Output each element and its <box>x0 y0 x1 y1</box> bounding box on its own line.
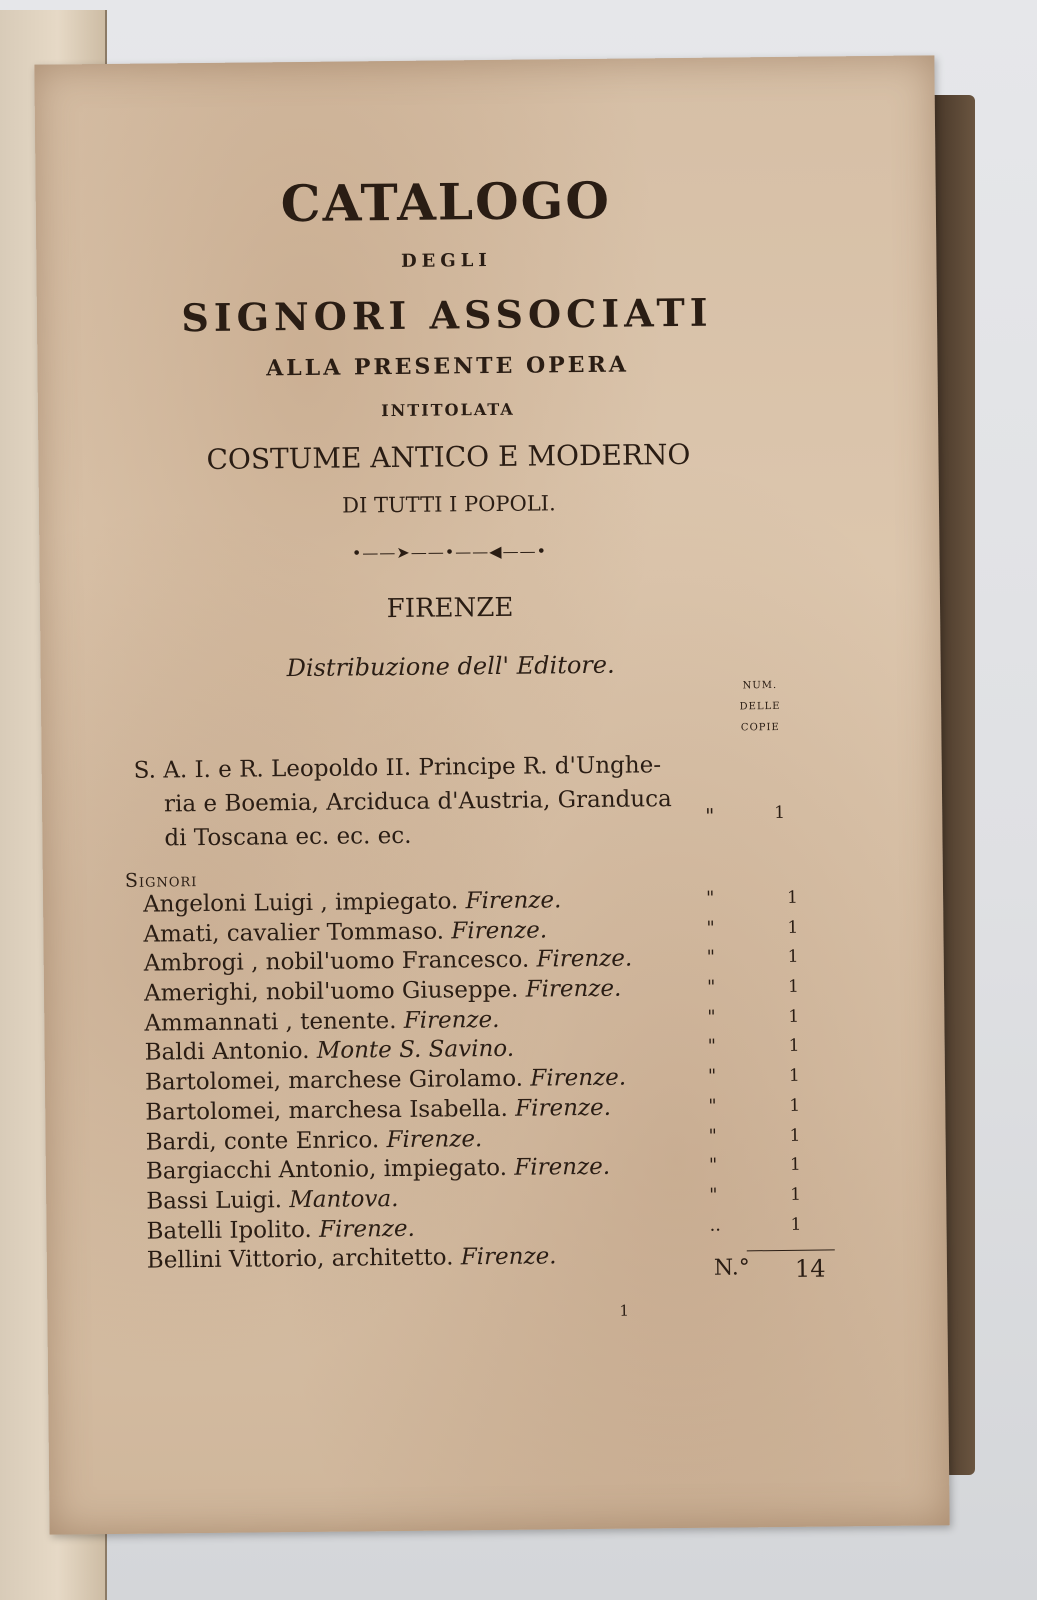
subscriber-city: Firenze. <box>460 1243 557 1271</box>
page-title: CATALOGO <box>280 170 612 234</box>
royal-entry-copies: 1 <box>774 802 786 824</box>
work-subtitle: DI TUTTI I POPOLI. <box>342 491 556 518</box>
subscriber-name: Ambrogi , nobil'uomo Francesco. <box>143 946 537 978</box>
subscriber-city: Firenze. <box>318 1215 415 1243</box>
subscriber-name: Bardi, conte Enrico. <box>145 1126 387 1156</box>
ditto-mark: " <box>705 887 715 909</box>
ditto-mark: " <box>706 947 716 969</box>
total-value: 14 <box>794 1254 826 1283</box>
copies-header-num: NUM. <box>742 680 778 692</box>
copies-column-header <box>736 675 785 738</box>
copies-header-copie: COPIE <box>740 721 780 734</box>
ditto-mark: " <box>708 1154 718 1176</box>
copies-count: 1 <box>789 1154 801 1176</box>
royal-entry-line-3: di Toscana ec. ec. ec. <box>164 822 412 852</box>
copies-count: 1 <box>789 1095 801 1116</box>
subscriber-city: Firenze. <box>536 945 633 973</box>
section-heading: FIRENZE <box>386 592 514 625</box>
subscriber-city: Firenze. <box>386 1125 483 1153</box>
title-line-degli: DEGLI <box>400 249 492 272</box>
copies-count: 1 <box>787 917 799 938</box>
subscriber-city: Firenze. <box>530 1064 627 1092</box>
ditto-mark: " <box>708 1125 717 1147</box>
ditto-mark: " <box>708 1095 717 1117</box>
ditto-mark: " <box>706 917 715 939</box>
subscriber-name: Baldi Antonio. <box>144 1038 317 1067</box>
subscriber-name: Amati, cavalier Tommaso. <box>143 918 452 948</box>
copies-count: 1 <box>788 1065 800 1087</box>
subscriber-list <box>143 882 847 1275</box>
subscribers-label: Signori <box>124 869 198 892</box>
title-line-intitolata: INTITOLATA <box>381 399 515 421</box>
ditto-mark: " <box>707 1036 717 1058</box>
copies-count: 1 <box>786 887 799 908</box>
copies-count: 1 <box>788 1036 800 1057</box>
ditto-mark: " <box>709 1184 718 1206</box>
subscriber-name: Bargiacchi Antonio, impiegato. <box>145 1154 515 1185</box>
subscriber-city: Firenze. <box>525 975 622 1003</box>
total-label: N.° <box>713 1255 750 1281</box>
subscriber-name: Ammannati , tenente. <box>144 1007 404 1037</box>
subscriber-city: Mantova. <box>289 1185 399 1214</box>
subscriber-city: Firenze. <box>465 887 562 915</box>
subscriber-city: Monte S. Savino. <box>316 1036 515 1065</box>
subscriber-city: Firenze. <box>403 1006 500 1034</box>
royal-entry-ditto: " <box>705 803 715 828</box>
copies-count: 1 <box>787 976 799 997</box>
ditto-mark: " <box>706 976 716 998</box>
page-number: 1 <box>619 1301 630 1320</box>
subscriber-city: Firenze. <box>451 917 548 945</box>
royal-entry <box>134 747 735 855</box>
section-subtitle: Distribuzione dell' Editore. <box>286 650 615 683</box>
copies-count: 1 <box>790 1184 802 1205</box>
ditto-mark: .. <box>709 1214 722 1236</box>
royal-entry-line-1: S. A. I. e R. Leopoldo II. Principe R. d'Unghe- <box>133 752 662 784</box>
subscriber-name: Bartolomei, marchese Girolamo. <box>144 1065 531 1096</box>
subscriber-name: Bassi Luigi. <box>146 1187 290 1215</box>
royal-entry-line-2: ria e Boemia, Arciduca d'Austria, Granduca <box>163 786 672 818</box>
ditto-mark: " <box>707 1065 717 1087</box>
subscriber-name: Angeloni Luigi , impiegato. <box>142 888 466 918</box>
subscriber-name: Amerighi, nobil'uomo Giuseppe. <box>143 976 526 1007</box>
work-title: COSTUME ANTICO E MODERNO <box>206 437 691 476</box>
catalog-page <box>34 55 949 1534</box>
ditto-mark: " <box>707 1006 716 1028</box>
copies-count: 1 <box>787 947 799 968</box>
copies-count: 1 <box>788 1006 800 1027</box>
subscriber-city: Firenze. <box>514 1153 611 1181</box>
ornament-divider: •——➤——•——◀——• <box>351 541 548 563</box>
title-line-alla-presente-opera: ALLA PRESENTE OPERA <box>266 351 629 382</box>
copies-count: 1 <box>789 1125 801 1146</box>
subscriber-city: Firenze. <box>515 1094 612 1122</box>
subscriber-name: Batelli Ipolito. <box>146 1216 320 1245</box>
subscriber-name: Bellini Vittorio, architetto. <box>146 1244 461 1274</box>
copies-count: 1 <box>790 1214 802 1235</box>
title-line-signori-associati: SIGNORI ASSOCIATI <box>181 289 713 341</box>
copies-header-delle: DELLE <box>739 700 781 713</box>
subscriber-name: Bartolomei, marchesa Isabella. <box>145 1095 516 1126</box>
